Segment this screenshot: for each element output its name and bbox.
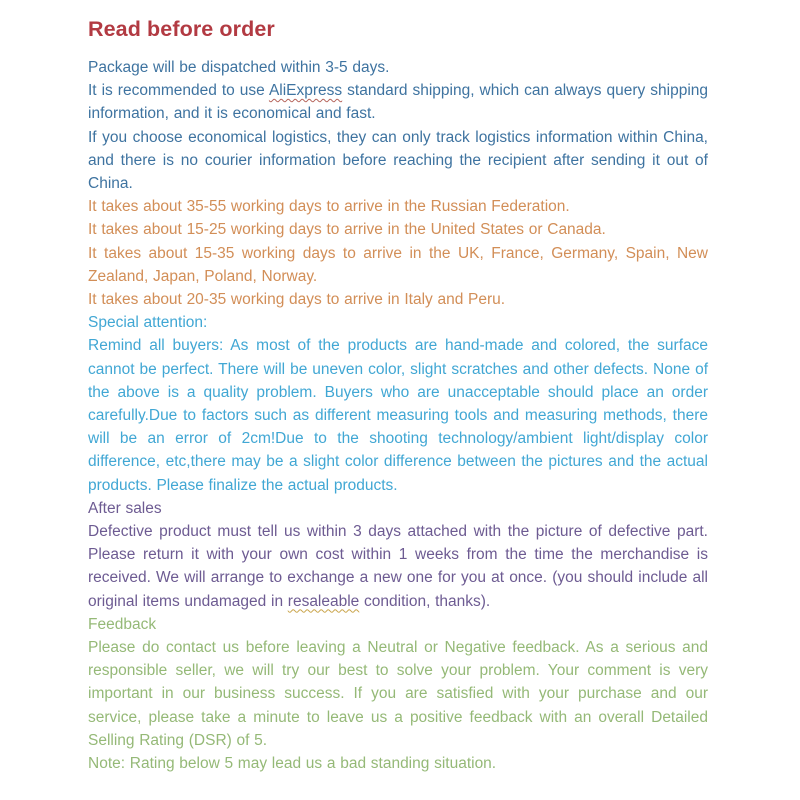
delivery-time-italy-peru: It takes about 20-35 working days to arrive in Italy and Peru. — [88, 291, 506, 309]
special-attention-paragraph: Remind all buyers: As most of the products are hand-made and colored, the surface cannot be perfect. There will be uneven color, slight scratches and other defects. None of the above is a quality problem. Buyers who are unacceptable should place an order carefully.Due to factors such as different measuring tools and measuring methods, there will be an error of 2cm!Due to the shooting technology/ambient light/display color difference, etc,there may be a slight color difference between the pictures and the actual products. Please finalize the actual products. — [88, 337, 708, 494]
aliexpress-underlined-word: AliExpress — [268, 82, 343, 100]
rating-note: Note: Rating below 5 may lead us a bad standing situation. — [88, 755, 497, 773]
delivery-time-europe: It takes about 15-35 working days to arrive in the UK, France, Germany, Spain, New Zealand, Japan, Poland, Norway. — [88, 244, 708, 285]
special-attention-heading: Special attention: — [88, 314, 208, 332]
after-sales-text-end: condition, thanks). — [359, 592, 491, 610]
resaleable-underlined-word: resaleable — [287, 592, 360, 610]
dispatch-info-paragraph: Package will be dispatched within 3-5 days. — [88, 59, 390, 76]
after-sales-paragraph — [88, 520, 708, 613]
feedback-paragraph: Please do contact us before leaving a Neutral or Negative feedback. As a serious and responsible seller, we will try our best to solve your problem. Your comment is very important in our business success. If you are satisfied with your purchase and our service, please take a minute to leave us a positive feedback with an overall Detailed Selling Rating (DSR) of 5. — [88, 639, 708, 749]
feedback-heading: Feedback — [88, 615, 157, 633]
shipping-recommendation-paragraph — [88, 79, 708, 125]
notice-content — [88, 17, 708, 775]
economical-logistics-paragraph: If you choose economical logistics, they can only track logistics information within China, and there is no courier information before reaching the recipient after sending it out of China. — [88, 128, 708, 193]
after-sales-text-start: Defective product must tell us within 3 days attached with the picture of defective part. Please return it with your own cost within 1 weeks from the time the merchandise is received. We will arrange to exchange a new one for you at once. (you should include all original items undamaged in — [88, 523, 708, 610]
delivery-time-russia: It takes about 35-55 working days to arrive in the Russian Federation. — [88, 198, 570, 216]
recommendation-text-start: It is recommended to use — [88, 82, 269, 100]
delivery-time-us-canada: It takes about 15-25 working days to arrive in the United States or Canada. — [88, 221, 606, 239]
after-sales-heading: After sales — [88, 499, 162, 517]
recommendation-text-end: standard shipping, which can always query shipping information, and it is economical and fast. — [88, 82, 708, 123]
page-title: Read before order — [88, 17, 275, 41]
